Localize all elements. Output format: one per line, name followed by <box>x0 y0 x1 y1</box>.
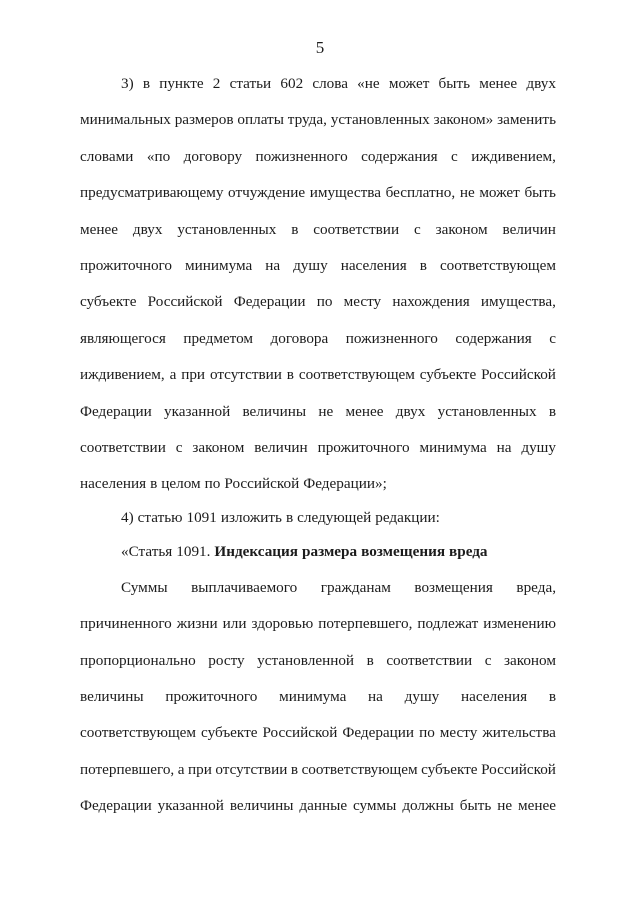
text-line <box>80 649 556 673</box>
word: субъекте <box>421 761 478 778</box>
text-line <box>121 506 556 530</box>
text-line <box>80 721 556 745</box>
page-number: 5 <box>315 38 325 57</box>
word: статьи <box>229 75 272 92</box>
word: Федерации <box>80 797 152 814</box>
word: пожизненного <box>345 330 438 347</box>
word: величины <box>242 403 307 420</box>
word: имущества, <box>480 293 556 310</box>
word: следующей <box>297 509 372 526</box>
word: с <box>413 221 421 238</box>
word: с <box>549 330 556 347</box>
word: «Статья <box>121 543 173 560</box>
word: содержания <box>361 148 438 165</box>
word: минимума <box>419 439 487 456</box>
word: 1091 <box>186 509 217 526</box>
text-line <box>80 254 556 278</box>
word: установленных <box>330 111 430 128</box>
word: иждивением, <box>471 148 556 165</box>
word: не <box>459 184 475 201</box>
text-line <box>80 145 556 169</box>
word: Федерации <box>80 403 152 420</box>
word: Федерации»; <box>303 475 387 492</box>
bold-word: возмещения <box>361 543 446 560</box>
word: заменить <box>497 111 556 128</box>
word: месту <box>439 724 478 741</box>
word: Российской <box>224 475 300 492</box>
word: минимума <box>184 257 253 274</box>
word: жительства <box>482 724 556 741</box>
word: соответствии <box>80 439 166 456</box>
word: в <box>291 221 299 238</box>
word: населения <box>460 688 528 705</box>
text-line <box>80 400 556 424</box>
text-line <box>80 758 556 782</box>
word: Российской <box>481 366 556 383</box>
word: потерпевшего, <box>318 615 413 632</box>
word: менее <box>479 75 518 92</box>
word: субъекте <box>80 293 137 310</box>
text-line <box>80 436 556 460</box>
word: отсутствии <box>209 366 282 383</box>
word: на <box>496 439 512 456</box>
word: может <box>388 75 430 92</box>
text-line <box>80 108 556 132</box>
word: минимальных <box>80 111 171 128</box>
word: бесплатно, <box>385 184 456 201</box>
word: в <box>419 257 427 274</box>
word: месту <box>343 293 382 310</box>
word: быть <box>438 75 471 92</box>
word: величин <box>254 439 308 456</box>
word: может <box>479 184 520 201</box>
text-line <box>80 327 556 351</box>
word: подлежат <box>417 615 479 632</box>
word: соответствии <box>313 221 400 238</box>
word: соответствующем <box>298 366 415 383</box>
text-line <box>121 576 556 600</box>
word: с <box>175 439 183 456</box>
word: соответствии <box>386 652 473 669</box>
word: при <box>181 366 206 383</box>
word: двух <box>526 75 556 92</box>
word: с <box>484 652 492 669</box>
word: 3) <box>121 75 134 92</box>
word: отчуждение <box>228 184 306 201</box>
word: предусматривающему <box>80 184 224 201</box>
word: росту <box>208 652 245 669</box>
word: 602 <box>280 75 304 92</box>
word: двух <box>132 221 163 238</box>
word: договору <box>183 148 243 165</box>
word: «не <box>357 75 380 92</box>
word: а <box>169 366 177 383</box>
word: изменению <box>483 615 556 632</box>
text-line <box>121 540 556 564</box>
word: договора <box>270 330 329 347</box>
word: соответствующем <box>301 761 418 778</box>
word: соответствующем <box>80 724 197 741</box>
word: изложить <box>220 509 282 526</box>
word: иждивением, <box>80 366 165 383</box>
word: быть <box>524 184 556 201</box>
word: субъекте <box>201 724 258 741</box>
text-line <box>80 181 556 205</box>
word: в <box>290 761 299 778</box>
word: Суммы <box>121 579 168 596</box>
word: редакции: <box>375 509 440 526</box>
word: душу <box>521 439 556 456</box>
text-line <box>121 72 556 96</box>
word: указанной <box>157 797 224 814</box>
word: выплачиваемого <box>191 579 298 596</box>
word: не <box>318 403 334 420</box>
word: прожиточного <box>80 257 172 274</box>
word: не <box>497 797 513 814</box>
word: в <box>285 509 294 526</box>
word: 2 <box>212 75 221 92</box>
word: по <box>316 293 333 310</box>
text-line <box>80 472 556 496</box>
word: Российской <box>262 724 338 741</box>
word: на <box>368 688 383 705</box>
word: законом <box>503 652 556 669</box>
word: с <box>451 148 458 165</box>
word: являющегося <box>80 330 166 347</box>
text-line <box>80 794 556 818</box>
word: потерпевшего, <box>80 761 175 778</box>
bold-word: размера <box>302 543 358 560</box>
word: статью <box>137 509 183 526</box>
word: пожизненного <box>255 148 348 165</box>
word: слова <box>312 75 348 92</box>
bold-word: Индексация <box>214 543 299 560</box>
word: 1091. <box>176 543 211 560</box>
word: «по <box>146 148 171 165</box>
word: величин <box>502 221 556 238</box>
word: двух <box>395 403 426 420</box>
word: менее <box>80 221 118 238</box>
word: вреда, <box>516 579 556 596</box>
word: в <box>150 475 158 492</box>
word: по <box>419 724 435 741</box>
word: менее <box>518 797 556 814</box>
word: Российской <box>481 761 556 778</box>
word: здоровью <box>251 615 314 632</box>
word: в <box>548 403 556 420</box>
word: предметом <box>183 330 254 347</box>
word: 4) <box>121 509 134 526</box>
word: величины <box>229 797 294 814</box>
word: данные <box>299 797 348 814</box>
word: субъекте <box>419 366 477 383</box>
word: душу <box>404 688 440 705</box>
word: гражданам <box>320 579 391 596</box>
word: установленных <box>177 221 277 238</box>
word: Федерации <box>233 293 306 310</box>
word: величины <box>80 688 144 705</box>
word: минимума <box>279 688 347 705</box>
word: установленных <box>437 403 537 420</box>
word: нахождения <box>392 293 470 310</box>
word: душу <box>293 257 328 274</box>
word: оплаты <box>237 111 284 128</box>
text-line <box>80 363 556 387</box>
word: жизни <box>176 615 218 632</box>
word: указанной <box>164 403 231 420</box>
word: целом <box>161 475 201 492</box>
text-line <box>80 685 556 709</box>
word: Российской <box>147 293 223 310</box>
word: в <box>548 688 556 705</box>
word: словами <box>80 148 134 165</box>
word: суммы <box>353 797 397 814</box>
word: Федерации <box>342 724 415 741</box>
word: а <box>177 761 185 778</box>
word: возмещения <box>414 579 493 596</box>
word: соответствующем <box>439 257 556 274</box>
word: должны <box>402 797 454 814</box>
word: пропорционально <box>80 652 196 669</box>
text-line <box>80 612 556 636</box>
word: причиненного <box>80 615 172 632</box>
text-line <box>80 290 556 314</box>
word: при <box>188 761 212 778</box>
word: прожиточного <box>165 688 258 705</box>
word: законом <box>192 439 245 456</box>
word: пункте <box>159 75 204 92</box>
word: населения <box>340 257 407 274</box>
word: установленной <box>257 652 355 669</box>
text-line <box>80 218 556 242</box>
word: содержания <box>455 330 532 347</box>
word: на <box>265 257 281 274</box>
word: в <box>286 366 294 383</box>
word: по <box>204 475 221 492</box>
word: законом <box>435 221 488 238</box>
word: труда, <box>287 111 327 128</box>
word: размеров <box>174 111 234 128</box>
word: отсутствии <box>215 761 288 778</box>
bold-word: вреда <box>449 543 488 560</box>
word: прожиточного <box>317 439 410 456</box>
word: в <box>366 652 374 669</box>
word: имущества <box>309 184 381 201</box>
word: населения <box>80 475 147 492</box>
word: в <box>142 75 151 92</box>
word: менее <box>345 403 384 420</box>
word: или <box>222 615 247 632</box>
word: законом» <box>433 111 494 128</box>
word: быть <box>459 797 492 814</box>
